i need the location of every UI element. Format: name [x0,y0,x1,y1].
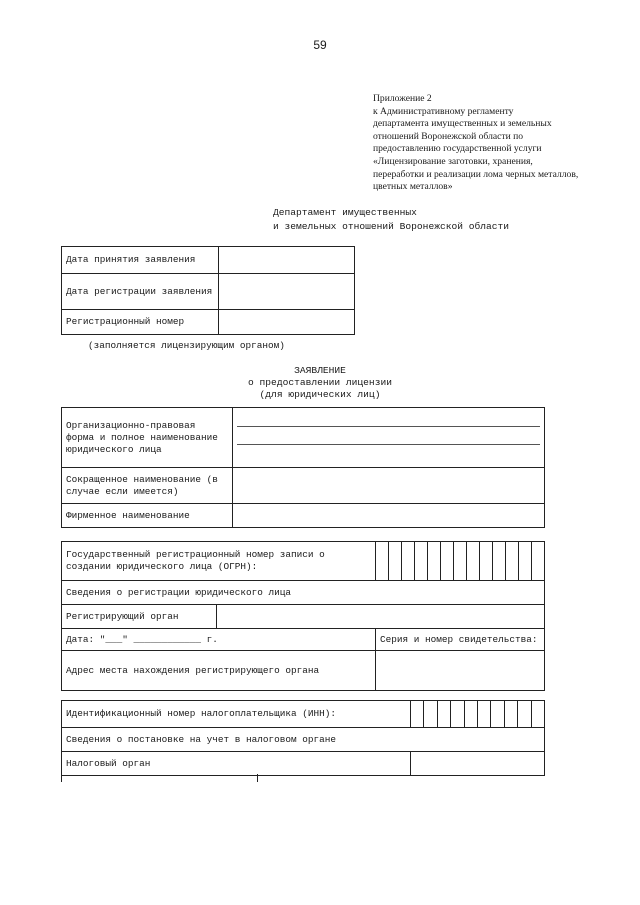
recipient-line-1: Департамент имущественных [273,207,417,218]
tax-registration-heading: Сведения о постановке на учет в налоговом органе [62,728,545,752]
inn-table [61,700,545,776]
tax-authority-label: Налоговый орган [62,752,411,776]
appendix-line: переработки и реализации лома черных металлов, [373,168,579,180]
appendix-line: предоставлению государственной услуги [373,143,542,155]
registration-number-field[interactable] [219,310,355,335]
tax-authority-field[interactable] [411,752,545,776]
short-name-label: Сокращенное наименование (в случае если имеется) [62,468,233,504]
registration-table [61,246,355,335]
ogrn-label: Государственный регистрационный номер записи о создании юридического лица (ОГРН): [62,542,376,581]
appendix-line: Приложение 2 [373,93,432,104]
appendix-line: департамента имущественных и земельных [373,118,552,130]
page-number: 59 [313,38,327,52]
registering-body-label: Регистрирующий орган [62,605,217,629]
appendix-header [373,93,633,194]
registering-body-field[interactable] [217,605,545,629]
recipient-block [273,206,509,234]
recipient-line-2: и земельных отношений Воронежской области [273,221,510,232]
registration-number-label: Регистрационный номер [62,310,219,335]
brand-name-label: Фирменное наименование [62,504,233,528]
registration-date-field[interactable] [219,274,355,310]
continuation-divider [257,774,258,782]
appendix-line: к Административному регламенту [373,105,514,117]
appendix-line: цветных металлов» [373,181,453,193]
registration-date-line[interactable]: Дата: "___" ____________ г. [62,629,376,651]
name-table [61,407,545,528]
continuation-left-edge [61,774,62,782]
appendix-line: отношений Воронежской области по [373,130,524,142]
accept-date-field[interactable] [219,247,355,274]
ogrn-table [61,541,545,691]
inn-boxes[interactable] [411,701,545,728]
registering-address-field[interactable] [376,651,545,691]
registration-note: (заполняется лицензирующим органом) [88,340,285,351]
certificate-label[interactable]: Серия и номер свидетельства: [376,629,545,651]
application-title: ЗАЯВЛЕНИЕ [294,365,346,376]
full-name-label: Организационно-правовая форма и полное наименование юридического лица [62,408,233,468]
short-name-field[interactable] [233,468,545,504]
application-applicant-type: (для юридических лиц) [259,389,381,400]
full-name-field[interactable] [233,408,545,468]
brand-name-field[interactable] [233,504,545,528]
registration-info-heading: Сведения о регистрации юридического лица [62,581,545,605]
application-subtitle: о предоставлении лицензии [248,377,392,388]
ogrn-boxes[interactable] [376,542,545,581]
registration-date-label: Дата регистрации заявления [62,274,219,310]
registering-address-label: Адрес места нахождения регистрирующего органа [62,651,376,691]
appendix-line: «Лицензирование заготовки, хранения, [373,155,533,167]
inn-label: Идентификационный номер налогоплательщика (ИНН): [62,701,411,728]
accept-date-label: Дата принятия заявления [62,247,219,274]
